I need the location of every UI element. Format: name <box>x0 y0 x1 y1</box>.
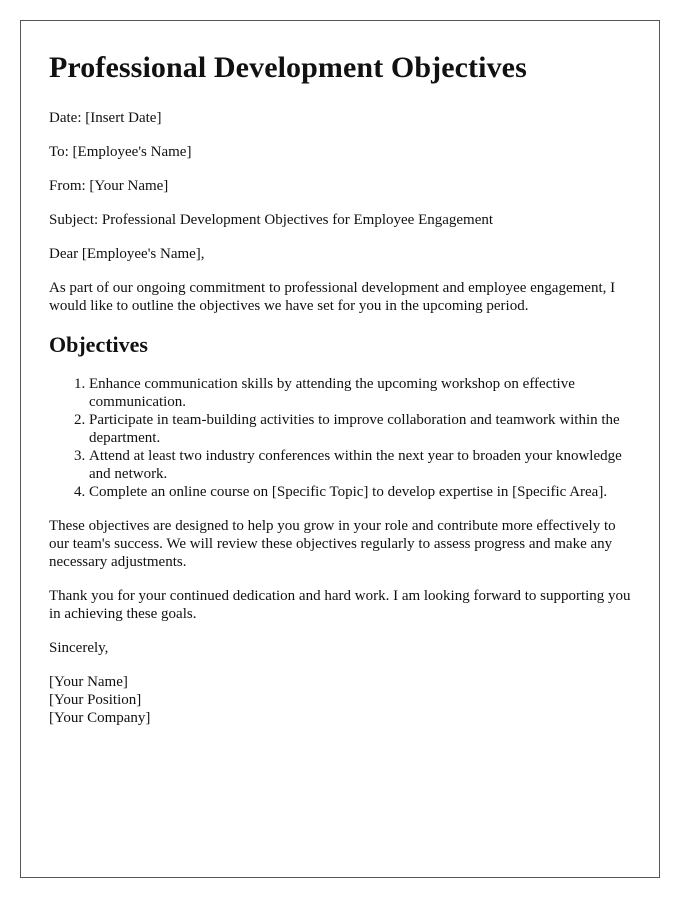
subject-line: Subject: Professional Development Objectives for Employee Engagement <box>49 212 494 228</box>
intro-paragraph: As part of our ongoing commitment to professional development and employee engagement, I would like to outline the objectives we have set for you in the upcoming period. <box>49 280 616 314</box>
signature-block <box>49 673 631 727</box>
letter-page <box>20 20 660 878</box>
objective-item: 1. Enhance communication skills by attending the upcoming workshop on effective communication. <box>89 375 631 411</box>
letter-title: Professional Development Objectives <box>49 51 527 84</box>
closing: Sincerely, <box>49 640 109 656</box>
body-paragraph: Thank you for your continued dedication and hard work. I am looking forward to supporting you in achieving these goals. <box>49 588 631 622</box>
date-line: Date: [Insert Date] <box>49 110 162 126</box>
objective-item: 4. Complete an online course on [Specific Topic] to develop expertise in [Specific Area]. <box>89 483 631 501</box>
signature-name: [Your Name] <box>49 674 128 690</box>
from-line: From: [Your Name] <box>49 178 169 194</box>
signature-company: [Your Company] <box>49 710 151 726</box>
signature-position: [Your Position] <box>49 692 142 708</box>
objectives-list <box>49 375 631 501</box>
body-paragraph: These objectives are designed to help you grow in your role and contribute more effectively to our team's success. We will review these objectives regularly to assess progress and make any necessary adjustments. <box>49 518 616 570</box>
to-line: To: [Employee's Name] <box>49 144 192 160</box>
objectives-heading: Objectives <box>49 332 148 357</box>
objective-item: 2. Participate in team-building activities to improve collaboration and teamwork within the department. <box>89 411 631 447</box>
objective-item: 3. Attend at least two industry conferences within the next year to broaden your knowledge and network. <box>89 447 631 483</box>
salutation: Dear [Employee's Name], <box>49 246 205 262</box>
